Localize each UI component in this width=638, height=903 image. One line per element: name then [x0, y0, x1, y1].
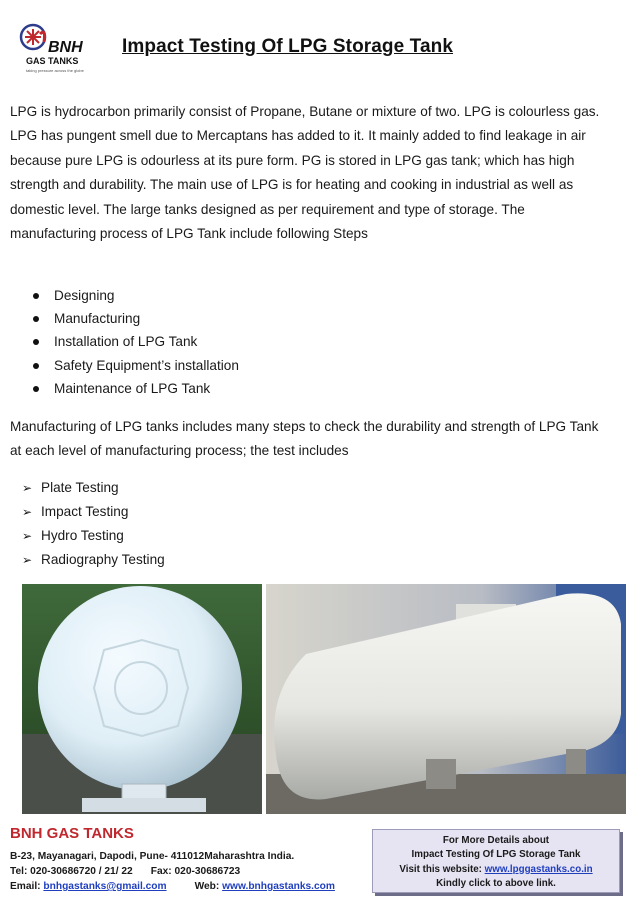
company-name: BNH GAS TANKS: [10, 825, 134, 842]
logo-tagline: taking pressure across the globe: [26, 68, 84, 73]
info-line-3: [373, 863, 619, 877]
intro-paragraph: LPG is hydrocarbon primarily consist of Propane, Butane or mixture of two. LPG is colourless gas. LPG has pungent smell due to Mercaptans has added to it. It mainly added to find leakage in air because pure LPG is odourless at its pure form. PG is stored in LPG gas tank; which has high strength and durability. The main use of LPG is for heating and cooking in industrial as well as domestic level. The large tanks designed as per requirement and type of storage. The manufacturing process of LPG Tank include following Steps: [10, 104, 600, 242]
bnh-logo: [16, 22, 100, 76]
step-label: Manufacturing: [54, 311, 141, 327]
arrow-bullet-icon: ➢: [22, 553, 33, 567]
bullet-icon: [33, 293, 39, 299]
list-item: [30, 330, 239, 353]
list-item: [30, 377, 239, 400]
bullet-icon: [33, 363, 39, 369]
test-label: Plate Testing: [41, 480, 119, 495]
list-item: [30, 284, 239, 307]
email-label: Email:: [10, 881, 44, 892]
fax-number: Fax: 020-30686723: [150, 866, 241, 877]
bullet-icon: [33, 386, 39, 392]
logo-subtext: GAS TANKS: [26, 56, 79, 66]
arrow-bullet-icon: ➢: [22, 505, 33, 519]
arrow-bullet-icon: ➢: [22, 481, 33, 495]
company-address: B-23, Mayanagari, Dapodi, Pune- 411012Maharashtra India.: [10, 851, 295, 862]
phone-line: [10, 864, 370, 879]
step-label: Designing: [54, 288, 115, 303]
tank-side-photo: [266, 584, 626, 814]
step-label: Installation of LPG Tank: [54, 334, 198, 350]
logo-star-icon: [21, 25, 45, 49]
tests-list: [20, 476, 165, 572]
page-title: Impact Testing Of LPG Storage Tank: [122, 36, 454, 57]
step-label: Safety Equipment’s installation: [54, 357, 239, 373]
list-item: [20, 500, 165, 524]
info-line-2: Impact Testing Of LPG Storage Tank: [411, 849, 581, 861]
info-line-4: Kindly click to above link.: [436, 878, 556, 890]
lpg-website-link[interactable]: www.lpggastanks.co.in: [484, 863, 593, 875]
list-item: [20, 476, 165, 500]
info-line-1: For More Details about: [442, 835, 550, 846]
list-item: [30, 354, 239, 377]
bullet-icon: [33, 316, 39, 322]
email-link[interactable]: bnhgastanks@gmail.com: [43, 881, 167, 892]
step-label: Maintenance of LPG Tank: [54, 380, 211, 396]
tank-end-photo: [22, 584, 262, 814]
test-label: Radiography Testing: [41, 552, 165, 567]
logo-text: BNH: [48, 39, 83, 56]
phone-numbers: Tel: 020-30686720 / 21/ 22: [10, 866, 133, 877]
email-web-line: [10, 879, 370, 894]
tests-paragraph: Manufacturing of LPG tanks includes many steps to check the durability and strength of LPG Tank at each level of manufacturing process; the test includes: [10, 419, 599, 459]
list-item: [20, 524, 165, 548]
list-item: [20, 548, 165, 572]
web-label: Web:: [194, 881, 223, 892]
visit-label: Visit this website:: [399, 863, 485, 875]
company-contact: [10, 824, 370, 894]
test-label: Hydro Testing: [41, 528, 124, 543]
list-item: [30, 307, 239, 330]
more-details-box: [372, 829, 620, 893]
steps-list: [30, 284, 239, 400]
bullet-icon: [33, 339, 39, 345]
test-label: Impact Testing: [41, 504, 129, 519]
arrow-bullet-icon: ➢: [22, 529, 33, 543]
website-link[interactable]: www.bnhgastanks.com: [222, 881, 335, 892]
